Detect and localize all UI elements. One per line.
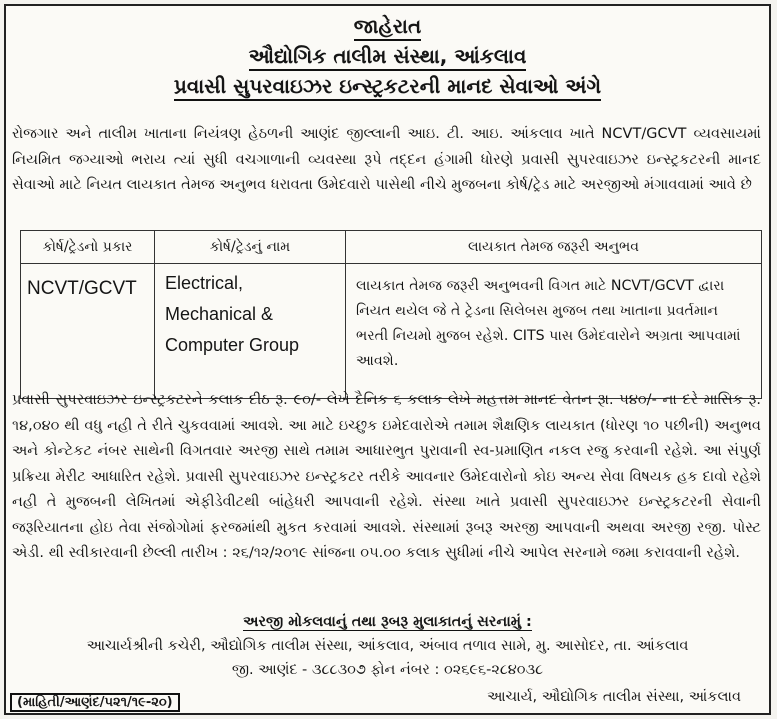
- trade-table: [20, 230, 762, 399]
- header-course-type: કોર્ષ/ટ્રેડનો પ્રકાર: [21, 231, 155, 264]
- course-type-cell: NCVT/GCVT: [21, 264, 155, 399]
- table-row: [21, 264, 762, 399]
- intro-paragraph: રોજગાર અને તાલીમ ખાતાના નિયંત્રણ હેઠળની આણંદ જીલ્લાની આઇ. ટી. આઇ. આંકલાવ ખાતે NCVT/GCVT વ્યવસાયમાં નિયમિત જગ્યાઓ ભરાય ત્યાં સુધી વચગાળાની વ્યવસ્થા રૂપે તદ્દન હંગામી ધોરણે પ્રવાસી સુપરવાઇઝર ઇન્સ્ટ્રકટરની માનદ સેવાઓ માટે નિયત લાયકાત તેમજ અનુભવ ધરાવતા ઉમેદવારો પાસેથી નીચે મુજબના કોર્ષ/ટ્રેડ માટે અરજીઓ મંગાવવામાં આવે છે: [12, 126, 761, 193]
- header-course-name: કોર્ષ/ટ્રેડનું નામ: [155, 231, 346, 264]
- address-heading: અરજી મોકલવાનું તથા રૂબરૂ મુલાકાતનું સરનામું :: [243, 614, 532, 630]
- course-name-line: Mechanical &: [165, 304, 274, 324]
- header-qualification: લાયકાત તેમજ જરૂરી અનુભવ: [346, 231, 762, 264]
- qualification-cell: લાયકાત તેમજ જરૂરી અનુભવની વિગત માટે NCVT/GCVT દ્વારા નિયત થયેલ જે તે ટ્રેડના સિલેબસ મુજબ તથા ખાતાના પ્રવર્તમાન ભરતી નિયમો મુજબ રહેશે. CITS પાસ ઉમેદવારોને અગ્રતા આપવામાં આવશે.: [346, 264, 762, 399]
- reference-number: (માહિતી/આણંદ/૫૨૧/૧૯-૨૦): [10, 693, 180, 712]
- address-line-2: જી. આણંદ - ૩૮૮૩૦૭ ફોન નંબર : ૦૨૬૯૬-૨૮૪૦૩૮: [231, 662, 544, 678]
- notice-subject: પ્રવાસી સુપરવાઇઝર ઇન્સ્ટ્રકટરની માનદ સેવાઓ અંગે: [6, 74, 769, 98]
- signature: આચાર્ય, ઔદ્યોગિક તાલીમ સંસ્થા, આંકલાવ: [487, 689, 741, 705]
- table-header-row: [21, 231, 762, 264]
- course-name-cell: [155, 264, 346, 399]
- details-paragraph: પ્રવાસી સુપરવાઇઝર ઇન્સ્ટ્રકટરને કલાક દીઠ રૂ. ૯૦/- લેખે દૈનિક ૬ કલાક લેખે મહત્તમ માનદ વેતન રૂા. ૫૪૦/- ના દરે માસિક રૂ. ૧૪,૦૪૦ થી વધુ નહી તે રીતે ચુકવવામાં આવશે. આ માટે ઇચ્છુક ઇમેદવારોએ તમામ શૈક્ષણિક લાયકાત (ધોરણ ૧૦ પછીની) અનુભવ અને કોન્ટેકટ નંબર સાથેની વિગતવાર અરજી સાથે તમામ આધારભુત પુરાવાની સ્વ-પ્રમાણિત નકલ રજુ કરવાની રહેશે. આ સંપુર્ણ પ્રક્રિયા મેરીટ આધારિત રહેશે. પ્રવાસી સુપરવાઇઝર ઇન્સ્ટ્રકટર તરીકે આવનાર ઉમેદવારોનો કોઇ અન્ય સેવા વિષયક હક દાવો રહેશે નહી તે મુજબની લેખિતમાં એફીડેવીટથી બાંહેધરી આપવાની રહેશે. સંસ્થા ખાતે પ્રવાસી સુપરવાઇઝર ઇન્સ્ટ્રકટરની સેવાની જરૂરિયાતના હોઇ તેવા સંજોગોમાં ફરજમાંથી મુકત કરવામાં આવશે. સંસ્થામાં રૂબરૂ અરજી આપવાની અથવા અરજી રજી. પોસ્ટ એડી. થી સ્વીકારવાની છેલ્લી તારીખ : ૨૬/૧૨/૨૦૧૯ સાંજના ૦૫.૦૦ કલાક સુધીમાં નીચે આપેલ સરનામે જમા કરાવવાની રહેશે.: [12, 392, 761, 561]
- institute-name: ઔદ્યોગિક તાલીમ સંસ્થા, આંકલાવ: [6, 44, 769, 68]
- course-name-line: Electrical,: [165, 273, 244, 293]
- address-line-1: આચાર્યશ્રીની કચેરી, ઔદ્યોગિક તાલીમ સંસ્થા, આંકલાવ, અંબાવ તળાવ સામે, મુ. આસોદર, તા. આંકલાવ: [86, 638, 689, 654]
- notice-title: જાહેરાત: [6, 14, 769, 38]
- course-name-line: Computer Group: [165, 335, 300, 355]
- advertisement-frame: [4, 4, 771, 715]
